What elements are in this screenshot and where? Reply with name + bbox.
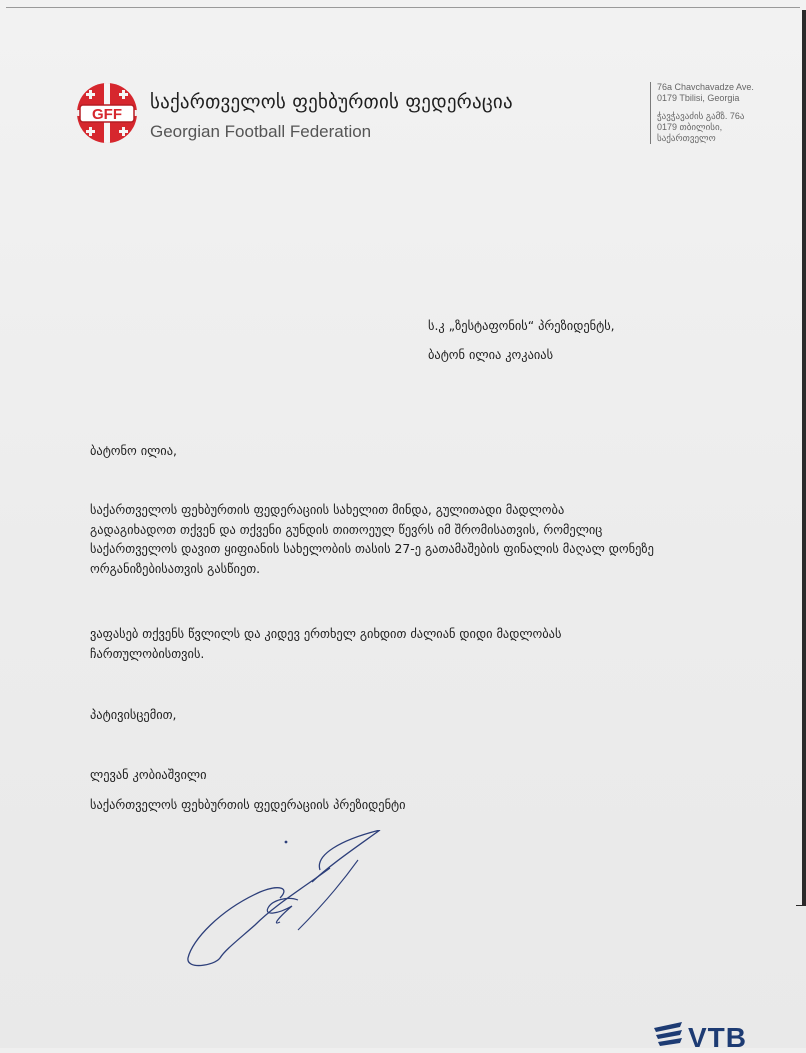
logo-lettering: GFF [92, 106, 122, 123]
organization-name-english: Georgian Football Federation [150, 122, 372, 141]
address-line: 0179 თბილისი, [657, 122, 723, 132]
address-line: საქართველო [657, 133, 716, 143]
handwritten-signature [180, 830, 410, 970]
address-line: 76a Chavchavadze Ave. [657, 82, 754, 92]
address-line: ჭავჭავაძის გამზ. 76ა [657, 111, 745, 121]
address-line: 0179 Tbilisi, Georgia [657, 93, 740, 103]
sender-title: საქართველოს ფეხბურთის ფედერაციის პრეზიდენტი [90, 797, 406, 812]
sender-name: ლევან კობიაშვილი [90, 767, 207, 782]
top-edge-rule [6, 7, 800, 8]
paragraph-line: ორგანიზებისათვის გასწიეთ. [90, 560, 261, 576]
address-block [650, 82, 797, 144]
paragraph-line: ჩართულობისთვის. [90, 645, 205, 661]
gff-logo [76, 82, 138, 144]
paragraph-line: გადაგიხადოთ თქვენ და თქვენი გუნდის თითოეულ წევრს იმ შრომისათვის, რომელიც [90, 521, 603, 537]
recipient-line: ბატონ ილია კოკაიას [428, 347, 554, 362]
closing: პატივისცემით, [90, 707, 177, 722]
salutation: ბატონო ილია, [90, 443, 177, 458]
body-paragraph [90, 500, 654, 578]
scan-edge-shadow-corner [796, 905, 806, 906]
scan-edge-shadow [802, 10, 806, 905]
paragraph-line: ვაფასებ თქვენს წვლილს და კიდევ ერთხელ გიხდით ძალიან დიდი მადლობას [90, 626, 562, 641]
recipient-line: ს.კ „ზესტაფონის“ პრეზიდენტს, [428, 318, 615, 333]
paragraph-line: საქართველოს ფეხბურთის ფედერაციის სახელით მინდა, გულითადი მადლობა [90, 502, 565, 517]
body-paragraph [90, 624, 561, 663]
paragraph-line: საქართველოს დავით ყიფიანის სახელობის თასის 27-ე გათამაშების ფინალის მაღალ დონეზე [90, 541, 654, 556]
vtb-wordmark: VTB [688, 1022, 747, 1053]
organization-name-georgian: საქართველოს ფეხბურთის ფედერაცია [150, 91, 513, 113]
